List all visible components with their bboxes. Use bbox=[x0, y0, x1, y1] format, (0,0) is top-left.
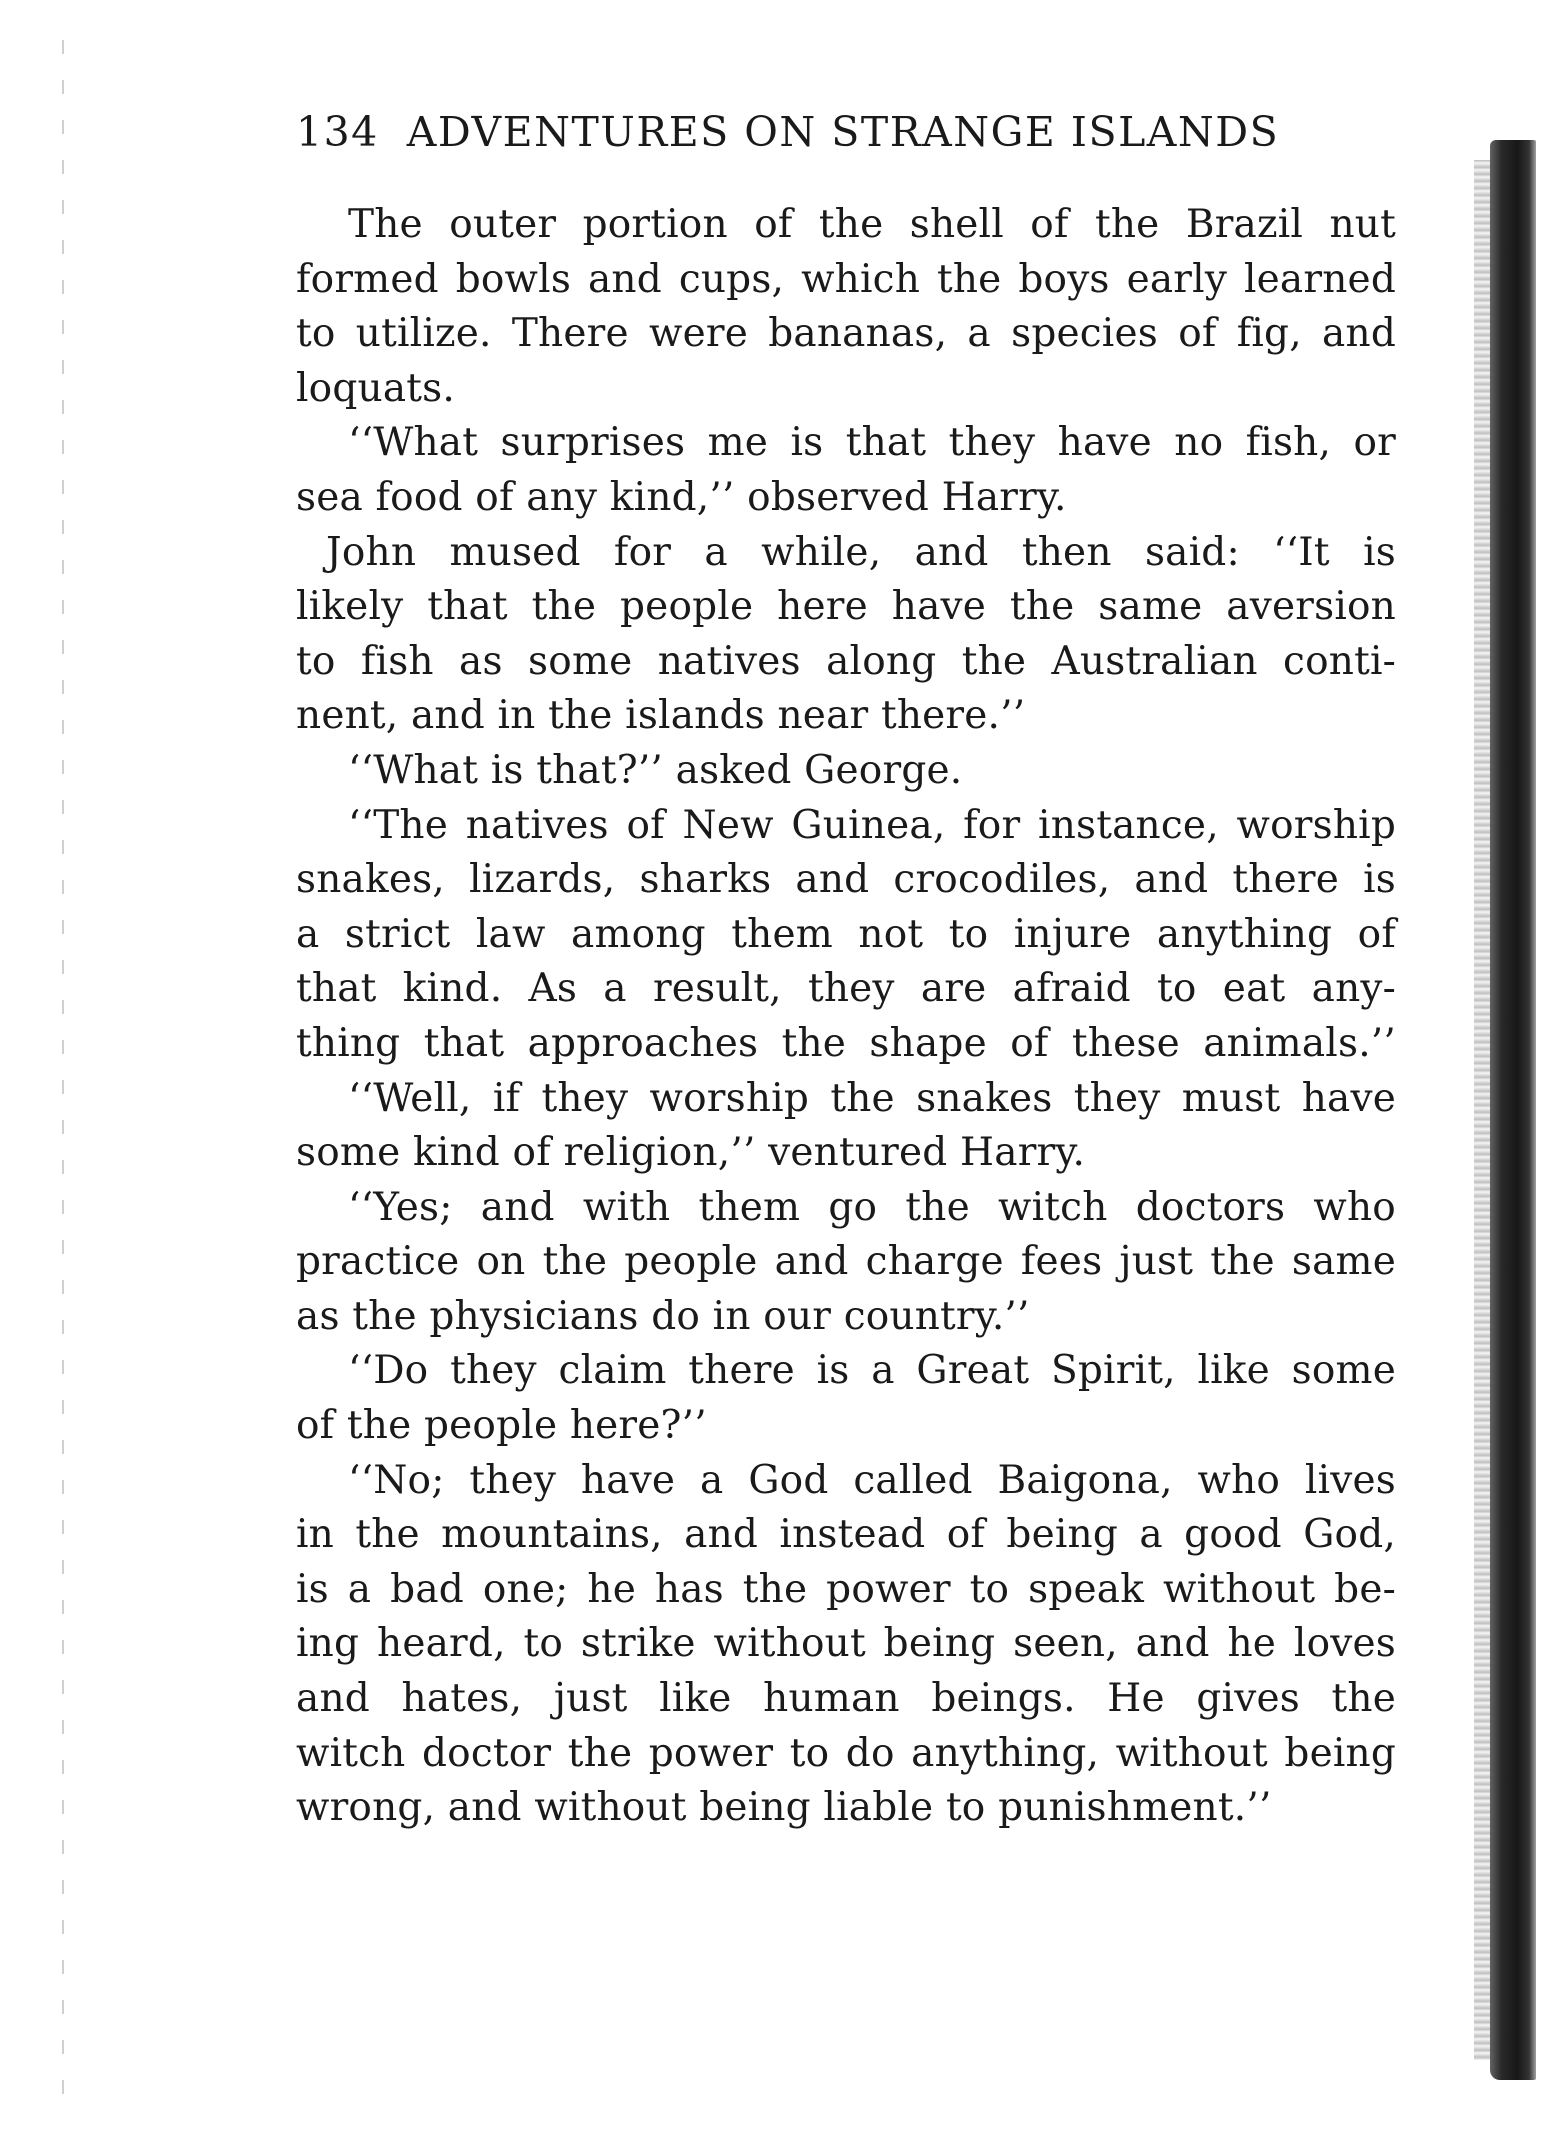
text-line: nent, and in the islands near there.’’ bbox=[296, 693, 1026, 739]
text-line: The outer portion of the shell of the Brazil nut bbox=[348, 202, 1396, 247]
text-line: some kind of religion,’’ ventured Harry. bbox=[296, 1130, 1086, 1176]
text-line: witch doctor the power to do anything, without being bbox=[296, 1730, 1396, 1776]
text-line: formed bowls and cups, which the boys early learned bbox=[296, 256, 1396, 302]
text-line: likely that the people here have the same aversion bbox=[296, 584, 1396, 630]
page-number: 134 bbox=[296, 108, 379, 156]
running-title: ADVENTURES ON STRANGE ISLANDS bbox=[406, 108, 1280, 156]
text-line: ‘‘Do they claim there is a Great Spirit, like some bbox=[348, 1348, 1396, 1394]
text-line: to utilize. There were bananas, a species of fig, and bbox=[296, 311, 1396, 357]
text-line: ‘‘The natives of New Guinea, for instance, worship bbox=[348, 802, 1396, 848]
body-text bbox=[296, 198, 1396, 1836]
text-line: snakes, lizards, sharks and crocodiles, and there is bbox=[296, 857, 1396, 903]
text-line: is a bad one; he has the power to speak without be- bbox=[296, 1566, 1396, 1612]
text-line: John mused for a while, and then said: ‘‘It is bbox=[326, 529, 1396, 575]
text-line: ‘‘No; they have a God called Baigona, who lives bbox=[348, 1457, 1396, 1503]
text-line: in the mountains, and instead of being a good God, bbox=[296, 1512, 1396, 1558]
text-line: ‘‘What surprises me is that they have no fish, or bbox=[348, 420, 1396, 466]
binding-gutter bbox=[1490, 140, 1536, 2080]
text-line: of the people here?’’ bbox=[296, 1403, 707, 1449]
text-line: practice on the people and charge fees just the same bbox=[296, 1239, 1396, 1285]
text-line: and hates, just like human beings. He gives the bbox=[296, 1676, 1396, 1722]
text-line: loquats. bbox=[296, 365, 455, 411]
text-line: ‘‘Yes; and with them go the witch doctors who bbox=[348, 1184, 1396, 1230]
text-line: that kind. As a result, they are afraid to eat any- bbox=[296, 966, 1396, 1012]
text-line: as the physicians do in our country.’’ bbox=[296, 1293, 1030, 1339]
text-line: sea food of any kind,’’ observed Harry. bbox=[296, 474, 1067, 520]
text-line: a strict law among them not to injure anything of bbox=[296, 911, 1396, 957]
text-line: to fish as some natives along the Australian conti- bbox=[296, 638, 1396, 684]
text-line: ing heard, to strike without being seen, and he loves bbox=[296, 1621, 1396, 1667]
left-margin-mark bbox=[62, 40, 64, 2120]
text-line: ‘‘What is that?’’ asked George. bbox=[348, 747, 963, 793]
text-line: wrong, and without being liable to punishment.’’ bbox=[296, 1785, 1272, 1831]
text-line: thing that approaches the shape of these animals.’’ bbox=[296, 1020, 1396, 1066]
running-header bbox=[296, 108, 1396, 168]
text-line: ‘‘Well, if they worship the snakes they must have bbox=[348, 1075, 1396, 1121]
